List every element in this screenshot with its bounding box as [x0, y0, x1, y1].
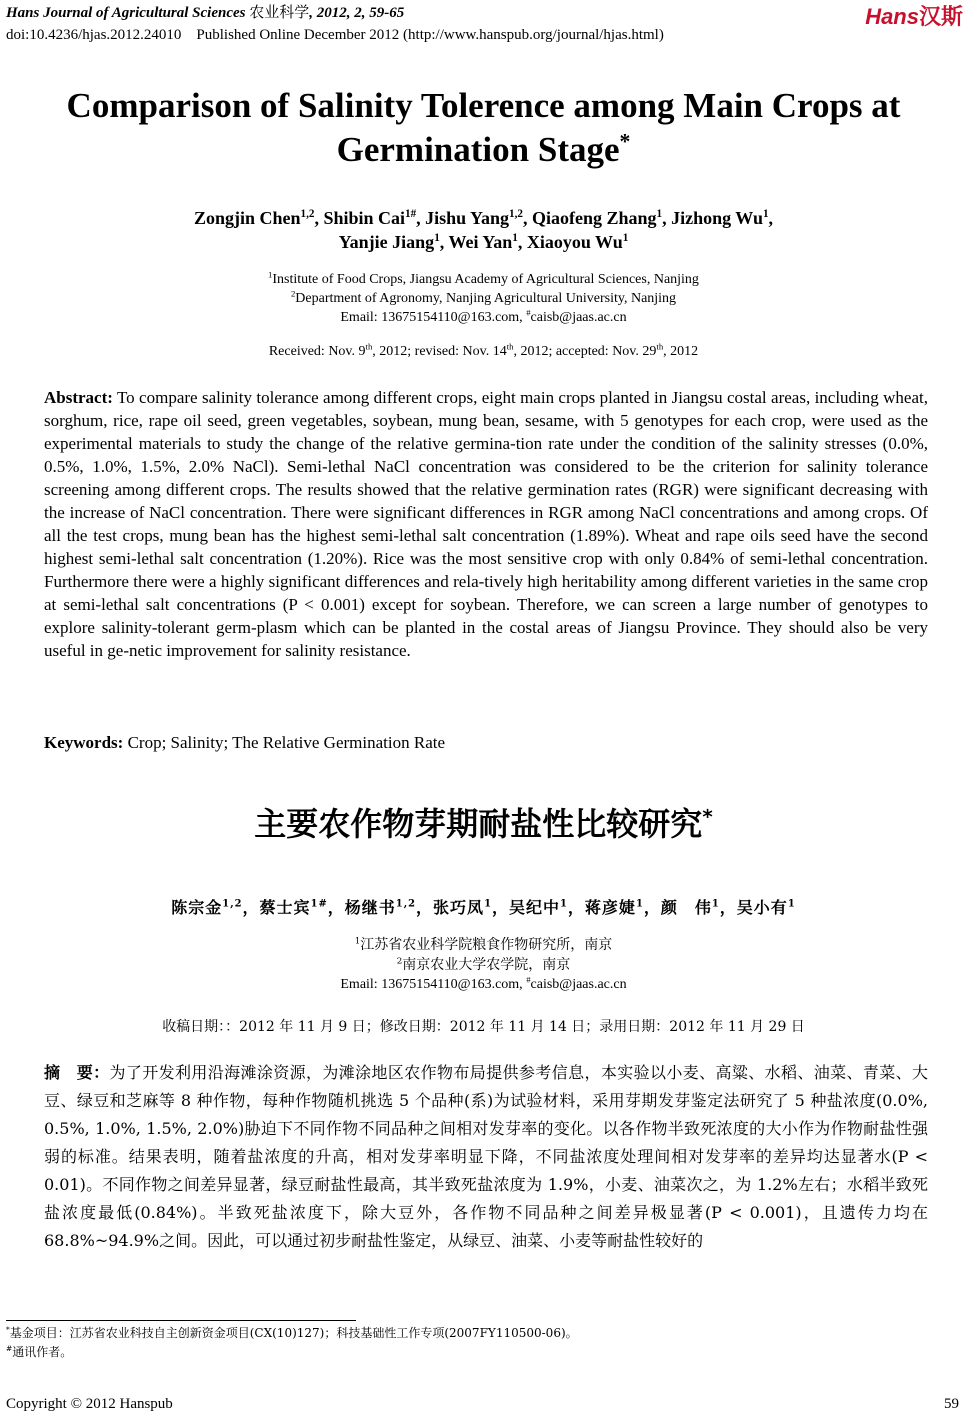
abstract-zh-label: 摘 要： — [44, 1063, 110, 1082]
title-line-2: Germination Stage* — [336, 129, 631, 169]
abstract-label: Abstract: — [44, 388, 113, 407]
footnote-divider — [6, 1320, 356, 1321]
affiliation-zh-2: $^2$南京农业大学农学院，南京 — [396, 956, 571, 973]
journal-issue: , 2012, 2, 59-65 — [309, 5, 405, 21]
author-name: Qiaofeng Zhang — [531, 208, 657, 228]
author-name: Xiaoyou Wu — [526, 232, 623, 252]
logo-text-en: Hans — [865, 4, 919, 29]
author-name-zh: 陈宗金 — [171, 898, 223, 917]
title-footnote-mark: * — [619, 129, 631, 154]
author-affil-sup: 1 — [512, 232, 518, 244]
author-name-zh: 颜 伟 — [660, 898, 712, 917]
received-dates-en: Received: Nov. 9th, 2012; revised: Nov. 14th, 2012; accepted: Nov. 29th, 2012 — [268, 341, 699, 359]
author-name-zh: 蔡士宾 — [259, 898, 311, 917]
author-name-zh: 杨继书 — [344, 898, 396, 917]
author-affil-sup: 1,2 — [509, 208, 523, 220]
author-name-zh: 吴纪中 — [508, 898, 560, 917]
author-affil-sup: 1 — [434, 232, 440, 244]
journal-line — [6, 2, 664, 24]
affiliation-2: $^2$Department of Agronomy, Nanjing Agricultural University, Nanjing — [290, 288, 677, 306]
author-name: Zongjin Chen — [193, 208, 301, 228]
email-line: Email: 13675154110@163.com, #caisb@jaas.ac.cn — [340, 307, 627, 325]
doi-line: doi:10.4236/hjas.2012.24010 Published Online December 2012 (http://www.hanspub.org/journal/hjas.html) — [6, 27, 664, 43]
email-link: caisb@jaas.ac.cn — [530, 310, 627, 325]
footnotes — [6, 1324, 578, 1362]
journal-name-zh: 农业科学 — [249, 5, 310, 21]
abstract-zh-text: 为了开发利用沿海滩涂资源，为滩涂地区农作物布局提供参考信息，本实验以小麦、高粱、水稻、油菜、青菜、大豆、绿豆和芝麻等 8 种作物，每种作物随机挑选 5 个品种(系)为试验材料，采用芽期发芽鉴定法研究了 5 种盐浓度(0.0%, 0.5%, 1.0%, 1.5%, 2.0%)胁迫下不同作物不同品种之间相对发芽率的变化。以各作物半致死浓度的大小作为作物耐盐性强弱的标准。结果表明，随着盐浓度的升高，相对发芽率明显下降，不同盐浓度处理间相对发芽率的差异均达显著水(P < 0.01)。不同作物之间差异显著，绿豆耐盐性最高，其半致死盐浓度为 1.9%，小麦、油菜次之，为 1.2%左右；水稻半致死盐浓度最低(0.84%)。半致死盐浓度下，除大豆外，各作物不同品种之间差异极显著(P < 0.001)，且遗传力均在 68.8%~94.9%之间。因此，可以通过初步耐盐性鉴定，从绿豆、油菜、小麦等耐盐性较好的 — [44, 1063, 928, 1250]
author-list-zh: 陈宗金$^{1,2}$，蔡士宾$^{1\#}$，杨继书$^{1,2}$，张巧凤$^1$，吴纪中$^1$，蒋彦婕$^1$，颜 伟$^1$，吴小有$^1$ — [171, 898, 796, 917]
title-line-1: Comparison of Salinity Tolerence among Main Crops at — [66, 86, 901, 125]
author-name-zh: 吴小有 — [736, 898, 788, 917]
author-name: Shibin Cai — [323, 208, 405, 228]
keywords-label: Keywords: — [44, 733, 124, 752]
author-name: Jishu Yang — [425, 208, 510, 228]
author-name-zh: 张巧凤 — [433, 898, 485, 917]
journal-name-en: Hans Journal of Agricultural Sciences — [6, 5, 246, 21]
paper-title-en — [30, 84, 937, 172]
affiliation-1: $^1$Institute of Food Crops, Jiangsu Academy of Agricultural Sciences, Nanjing — [268, 269, 699, 287]
author-affil-sup: 1 — [656, 208, 663, 220]
author-affil-sup: 1,2 — [300, 208, 315, 220]
keywords-text: Crop; Salinity; The Relative Germination Rate — [123, 733, 446, 752]
logo-text-zh: 汉斯 — [918, 4, 963, 29]
affiliations-en — [30, 270, 937, 327]
footnote-funding: *基金项目：江苏省农业科技自主创新资金项目(CX(10)127)；科技基础性工作专项(2007FY110500-06)。 — [6, 1325, 578, 1340]
affiliations-zh — [30, 935, 937, 995]
keywords-en — [44, 733, 445, 753]
page-number: 59 — [944, 1396, 959, 1412]
author-line-2: Yanjie Jiang$^1$, Wei Yan$^1$, Xiaoyou Wu$^1$ — [338, 232, 629, 252]
abstract-en — [44, 386, 928, 662]
title-zh-footnote-mark: * — [702, 805, 713, 829]
footnote-corresponding: #通讯作者。 — [6, 1344, 73, 1359]
author-line-1: Zongjin Chen$^{1,2}$, Shibin Cai$^{1\#}$, Jishu Yang$^{1,2}$, Qiaofeng Zhang$^1$, Jizhong Wu$^1$, — [193, 208, 774, 228]
copyright: Copyright © 2012 Hanspub — [6, 1396, 173, 1412]
author-list-en — [30, 206, 937, 254]
abstract-zh — [44, 1059, 928, 1255]
affiliation-zh-1: $^1$江苏省农业科学院粮食作物研究所，南京 — [354, 936, 613, 953]
author-affil-sup: 1 — [622, 232, 629, 244]
hans-logo — [865, 0, 963, 31]
author-name-zh: 蒋彦婕 — [584, 898, 636, 917]
paper-title-zh: 主要农作物芽期耐盐性比较研究* — [254, 805, 713, 843]
author-name: Yanjie Jiang — [338, 232, 435, 252]
running-header — [6, 2, 664, 46]
author-affil-sup: 1# — [405, 208, 417, 220]
author-affil-sup: 1 — [762, 208, 769, 220]
received-dates-zh: 收稿日期：：2012 年 11 月 9 日；修改日期：2012 年 11 月 14 日；录用日期：2012 年 11 月 29 日 — [162, 1019, 805, 1035]
email-line-zh: Email: 13675154110@163.com, #caisb@jaas.ac.cn — [340, 974, 627, 992]
abstract-text: To compare salinity tolerance among different crops, eight main crops planted in Jiangsu costal areas, including wheat, sorghum, rice, rape oil seed, green vegetables, soybean, mung bean, sesame, with 5 genotypes for each crop, were used as the experimental materials to study the change of the relative germina-tion rate under the condition of the salinity stresses (0.0%, 0.5%, 1.0%, 1.5%, 2.0% NaCl). Semi-lethal NaCl concentration was considered to be the criterion for salinity tolerance screening among different crops. The results showed that the relative germination rates (RGR) were significant decreasing with the increase of NaCl concentration. There were significant differences in RGR among NaCl concentrations and among crops. Of all the test crops, mung bean has the highest semi-lethal salt concentration (1.89%). Wheat and rape oils seed have the second highest semi-lethal salt concentration (1.20%). Rice was the most sensitive crop with only 0.84% of semi-lethal concentration. Furthermore there were a highly significant differences and rela-tively high heritability among different varieties in the same crop at semi-lethal salt concentrations (P < 0.001) except for soybean. Therefore, we can screen a large number of genotypes to explore salinity-tolerant germ-plasm which can be planted in the costal areas of Jiangsu Province. They should also be very useful in ge-netic improvement for salinity resistance. — [44, 388, 928, 660]
author-name: Jizhong Wu — [671, 208, 763, 228]
author-name: Wei Yan — [448, 232, 513, 252]
